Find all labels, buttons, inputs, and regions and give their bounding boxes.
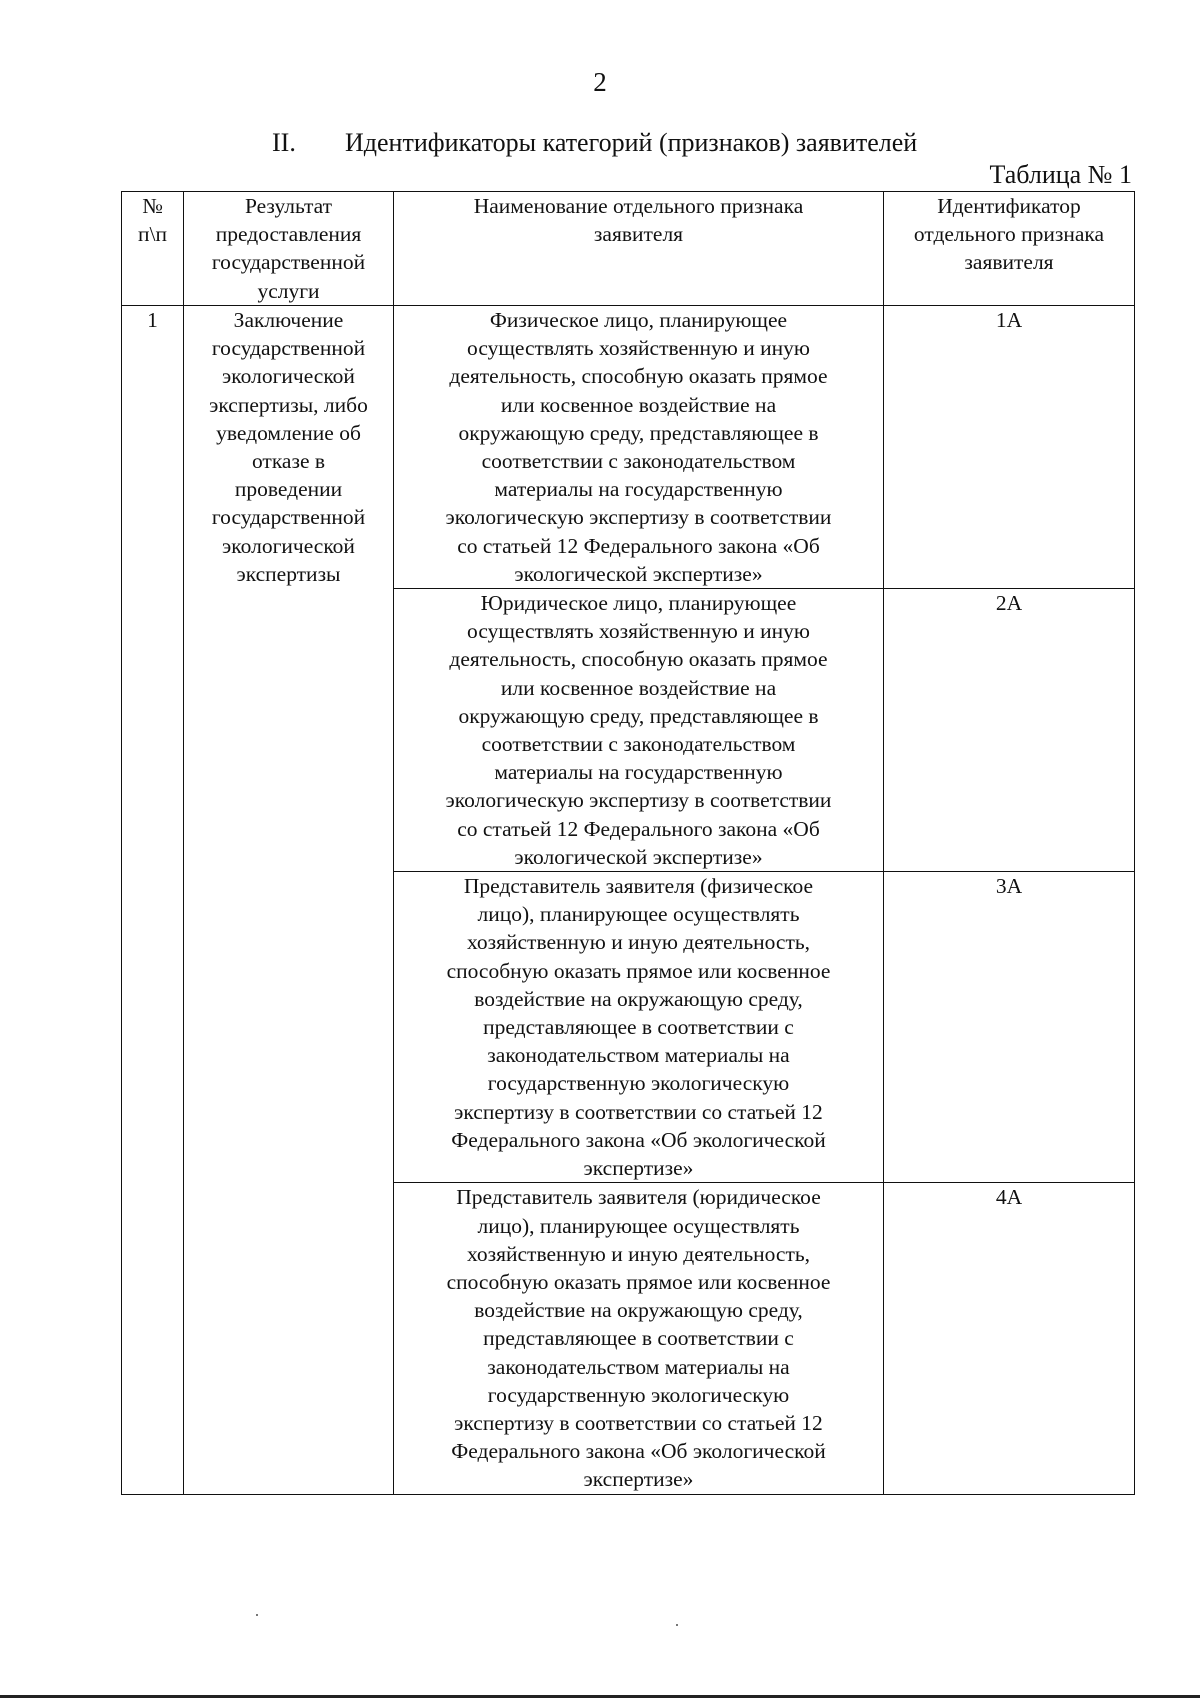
feature-description-cell: Представитель заявителя (физическое лицо), планирующее осуществлять хозяйственную и иную деятельность, способную оказать прямое или косвенное воздействие на окружающую среду, представляющее в соответствии с законодательством материалы на государственную экологическую экспертизу в соответствии со статьей 12 Федерального закона «Об экологической экспертизе» [394, 872, 884, 1183]
service-result-cell: Заключение государственной экологической экспертизы, либо уведомление об отказе в проведении государственной экологической экспертизы [184, 306, 394, 1495]
section-title: Идентификаторы категорий (признаков) заявителей [345, 128, 918, 157]
row-number-cell: 1 [122, 306, 184, 1495]
identifier-cell: 4А [884, 1183, 1135, 1494]
identifier-cell: 3А [884, 872, 1135, 1183]
scan-speck [676, 1624, 678, 1626]
identifier-cell: 1А [884, 306, 1135, 589]
header-number: № п\п [122, 192, 184, 306]
section-heading [0, 126, 1200, 162]
scan-speck [256, 1614, 258, 1616]
header-feature-name: Наименование отдельного признака заявителя [394, 192, 884, 306]
header-result: Результат предоставления государственной услуги [184, 192, 394, 306]
feature-description-cell: Представитель заявителя (юридическое лицо), планирующее осуществлять хозяйственную и иную деятельность, способную оказать прямое или косвенное воздействие на окружающую среду, представляющее в соответствии с законодательством материалы на государственную экологическую экспертизу в соответствии со статьей 12 Федерального закона «Об экологической экспертизе» [394, 1183, 884, 1494]
page-number: 2 [593, 67, 607, 97]
identifier-cell: 2А [884, 589, 1135, 872]
header-identifier: Идентификатор отдельного признака заявителя [884, 192, 1135, 306]
feature-description-cell: Юридическое лицо, планирующее осуществлять хозяйственную и иную деятельность, способную оказать прямое или косвенное воздействие на окружающую среду, представляющее в соответствии с законодательством материалы на государственную экологическую экспертизу в соответствии со статьей 12 Федерального закона «Об экологической экспертизе» [394, 589, 884, 872]
section-number: II. [272, 128, 296, 157]
table-caption: Таблица № 1 [989, 160, 1132, 189]
table-row [122, 306, 1135, 589]
feature-description-cell: Физическое лицо, планирующее осуществлять хозяйственную и иную деятельность, способную оказать прямое или косвенное воздействие на окружающую среду, представляющее в соответствии с законодательством материалы на государственную экологическую экспертизу в соответствии со статьей 12 Федерального закона «Об экологической экспертизе» [394, 306, 884, 589]
applicant-identifiers-table [121, 191, 1135, 1495]
table-header-row [122, 192, 1135, 306]
